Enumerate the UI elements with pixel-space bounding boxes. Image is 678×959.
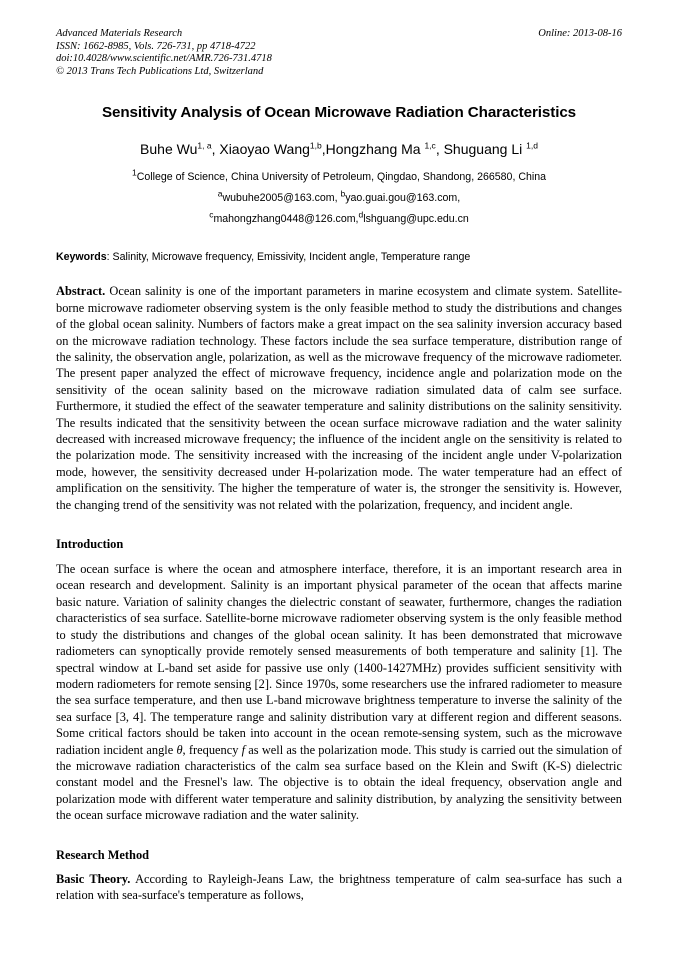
author-2-name: Xiaoyao Wang [219,141,310,158]
abstract-text: Ocean salinity is one of the important parameters in marine ecosystem and climate system. Satellite-borne microwave radiometer observing system is the only feasible method to study the distributions and changes of the global ocean salinity. Numbers of factors make a great impact on the sea salinity inversion accuracy based on the microwave radiation technology. These factors include the sea surface temperature, distribution range of the salinity, the observation angle, polarization, as well as the microwave frequency of the microwave radiometer. The present paper analyzed the effect of microwave frequency, incidence angle and polarization mode on the sensitivity of the ocean salinity based on the microwave radiation simulated data of calm see surface. Furthermore, it studied the effect of the seawater temperature and salinity distributions on the salinity sensitivity. The results indicated that the sensitivity between the ocean surface microwave radiation and the water salinity decreased with increased microwave frequency; the influence of the incident angle on the sensitivity is related to the polarization mode. The sensitivity increased with the increasing of the incident angle under V-polarization mode, however, the sensitivity decreased under H-polarization mode. The water temperature had an effect of amplification on the sensitivity. The higher the temperature of water is, the stronger the sensitivity is. However, the changing trend of the sensitivity was not related with the polarization, frequency, and incident angle. [56,284,622,512]
journal-name: Advanced Materials Research [56,28,183,39]
email-line-1 [56,188,622,205]
page-title: Sensitivity Analysis of Ocean Microwave Radiation Characteristics [101,104,577,122]
keywords-label: Keywords [56,251,107,264]
copyright-line: © 2013 Trans Tech Publications Ltd, Switzerland [56,65,264,77]
page-header [56,28,622,78]
email-d[interactable]: lshguang@upc.edu.cn [363,213,469,226]
author-sep-2: , [321,141,326,158]
author-4-name: Shuguang Li [443,141,527,158]
author-3-name: Hongzhang Ma [325,141,425,158]
section-heading-research-method: Research Method [56,847,150,862]
online-date: Online: 2013-08-16 [538,28,622,39]
author-1-name: Buhe Wu [140,141,198,158]
affiliation-marker: 1 [131,167,137,178]
introduction-paragraph [56,561,622,824]
affiliation [56,167,622,184]
introduction-text: The ocean surface is where the ocean and atmosphere interface, therefore, it is an important research area in ocean research and development. Salinity is an important physical parameter of the ocean that affects marine basic nature. Variation of salinity changes the dielectric constant of seawater, furthermore, changes the radiation characteristics of sea surface. Satellite-borne microwave radiometer observing system is the only feasible method to study the distributions and changes of the global ocean salinity. It has been demonstrated that microwave radiometers can synoptically provide remotely sensed measurements of both temperature and salinity [1]. The spectral window at L-band set aside for passive use only (1400-1427MHz) provides sufficient sensitivity with modern radiometers for remote sensing [2]. Since 1970s, some researchers use the infrared radiometer to measure the sea surface temperature, and then use L-band microwave brightness temperature to inverse the salinity of the sea surface [3, 4]. The temperature range and salinity distribution vary at different region and different seasons. Some critical factors should be taken into account in the ocean remote-sensing system, such as the microwave radiation incident angle [56,562,622,757]
symbol-f: f [241,742,246,757]
email-line-2 [56,209,622,226]
email-marker-d: d [358,209,364,220]
email-a[interactable]: wubuhe2005@163.com, [222,192,341,205]
introduction-text-mid: , frequency [182,742,242,757]
email-marker-b: b [340,188,346,199]
author-sep-1: , [211,141,220,158]
author-1-affil-marker: 1, a [197,140,212,151]
symbol-theta: θ [176,742,183,757]
research-method-paragraph [56,871,622,904]
email-marker-a: a [217,188,223,199]
keywords-text: : Salinity, Microwave frequency, Emissivity, Incident angle, Temperature range [106,251,471,264]
basic-theory-label: Basic Theory. [56,871,131,886]
author-2-affil-marker: 1,b [309,140,322,151]
introduction-text-rest: as well as the polarization mode. This study is carried out the simulation of the microwave radiation characteristics of the calm sea surface based on the Klein and Swift (K-S) dielectric constant model and the Fresnel's law. The objective is to obtain the ideal frequency, observation angle and polarization mode with different water temperature and salinity distribution, by analyzing the sensitivity between the ocean surface microwave radiation and the water salinity. [56,742,623,823]
author-4-affil-marker: 1,d [526,140,538,151]
email-block [56,188,622,226]
email-c[interactable]: mahongzhang0448@126.com, [213,213,359,226]
author-3-affil-marker: 1,c [424,140,436,151]
keywords-line [56,251,622,263]
email-b[interactable]: yao.guai.gou@163.com, [345,192,461,205]
abstract-paragraph [56,283,622,513]
header-left-block [56,28,272,78]
email-marker-c: c [209,209,214,220]
section-heading-introduction: Introduction [56,537,124,552]
research-method-text: According to Rayleigh-Jeans Law, the brightness temperature of calm sea-surface has such a relation with sea-surface's temperature as follows, [56,871,622,902]
abstract-label: Abstract. [56,284,106,299]
author-sep-3: , [435,141,444,158]
affiliation-text: College of Science, China University of Petroleum, Qingdao, Shandong, 266580, China [136,171,547,184]
issn-line: ISSN: 1662-8985, Vols. 726-731, pp 4718-4722 [56,40,256,52]
doi-line: doi:10.4028/www.scientific.net/AMR.726-731.4718 [56,53,272,65]
author-list [56,141,622,157]
